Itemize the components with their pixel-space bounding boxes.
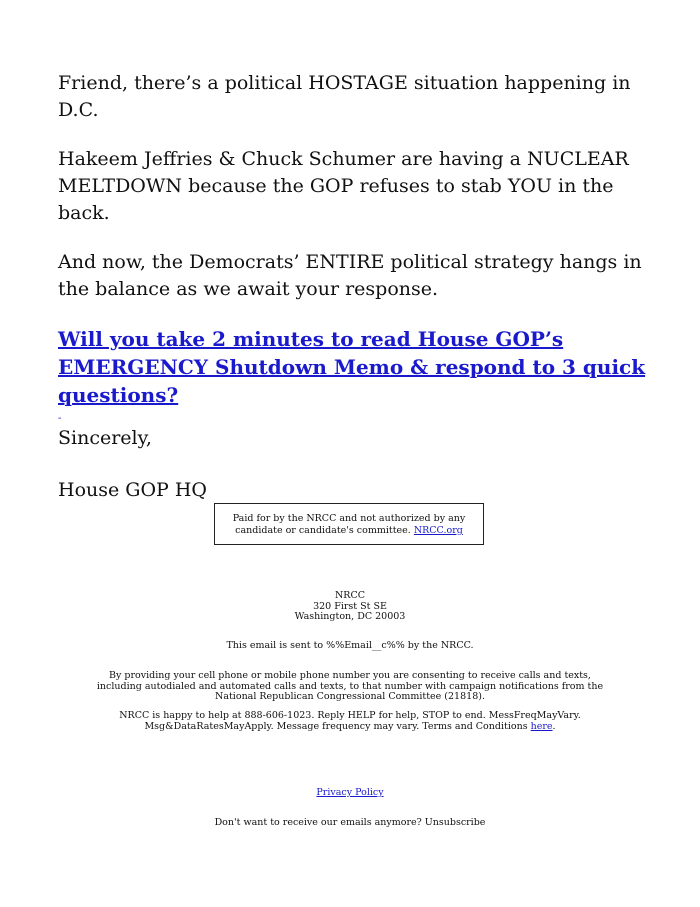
sms-consent-notice: By providing your cell phone or mobile phone number you are consenting to receive calls and texts, including autodialed and automated calls and texts, to that number with campaign notifications from the National Republican Congressional Committee (21818). <box>96 670 604 702</box>
address-street: 320 First St SE <box>313 600 387 612</box>
privacy-row <box>90 788 610 799</box>
meltdown-paragraph: Hakeem Jeffries & Chuck Schumer are having a NUCLEAR MELTDOWN because the GOP refuses to stab YOU in the back. <box>58 148 629 224</box>
paid-for-disclaimer <box>214 503 484 545</box>
nrcc-org-link[interactable]: NRCC.org <box>413 525 463 536</box>
sent-to-notice: This email is sent to %%Email__c%% by the NRCC. <box>226 640 474 651</box>
signature: House GOP HQ <box>58 479 208 501</box>
shutdown-memo-link[interactable]: Will you take 2 minutes to read House GOP’s EMERGENCY Shutdown Memo & respond to 3 quick questions? <box>58 327 646 407</box>
unsubscribe-notice[interactable]: Don't want to receive our emails anymore? Unsubscribe <box>214 817 486 828</box>
disclaimer-text: Paid for by the NRCC and not authorized by any candidate or candidate's committee. <box>232 513 466 536</box>
link-dash: - <box>58 413 62 424</box>
help-text: NRCC is happy to help at 888-606-1023. Reply HELP for help, STOP to end. MessFreqMayVary. Msg&DataRatesMayApply. Message frequency may vary. Terms and Conditions <box>119 710 581 732</box>
footer-address <box>90 591 610 623</box>
terms-link[interactable]: here <box>530 720 553 732</box>
address-org: NRCC <box>334 590 365 601</box>
intro-paragraph: Friend, there’s a political HOSTAGE situation happening in D.C. <box>58 72 631 121</box>
strategy-paragraph: And now, the Democrats’ ENTIRE political strategy hangs in the balance as we await your response. <box>58 251 642 300</box>
privacy-policy-link[interactable]: Privacy Policy <box>316 787 384 798</box>
email-body <box>58 70 658 529</box>
help-notice <box>90 711 610 732</box>
signoff: Sincerely, <box>58 427 152 449</box>
terms-period: . <box>552 720 556 732</box>
address-city: Washington, DC 20003 <box>294 611 406 622</box>
